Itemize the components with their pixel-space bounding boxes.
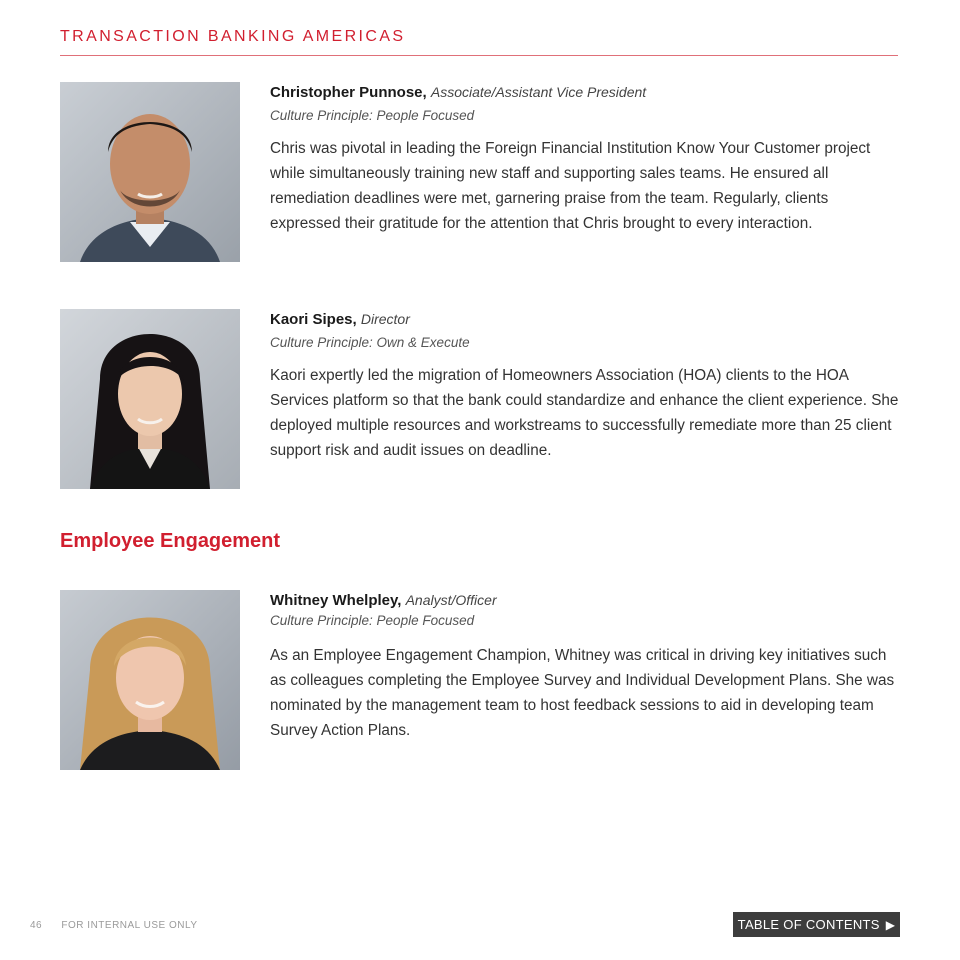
portrait-christopher xyxy=(60,82,240,262)
toc-label: TABLE OF CONTENTS xyxy=(737,917,880,932)
portrait-photo xyxy=(60,82,240,262)
person-title: Director xyxy=(360,311,410,327)
portrait-photo xyxy=(60,590,240,770)
table-of-contents-button[interactable] xyxy=(733,912,900,937)
culture-principle: Culture Principle: People Focused xyxy=(270,613,475,628)
culture-principle: Culture Principle: Own & Execute xyxy=(270,335,470,350)
internal-use-notice: FOR INTERNAL USE ONLY xyxy=(61,920,198,931)
culture-principle: Culture Principle: People Focused xyxy=(270,108,475,123)
section-title: TRANSACTION BANKING AMERICAS xyxy=(60,28,898,56)
portrait-whitney xyxy=(60,590,240,770)
subsection-title: Employee Engagement xyxy=(60,530,281,552)
person-title: Analyst/Officer xyxy=(405,592,497,608)
person-bio: Chris was pivotal in leading the Foreign Financial Institution Know Your Customer project while simultaneously training new staff and supporting sales teams. He ensured all remediation deadlines were met, garnering praise from the team. Regularly, clients expressed their gratitude for the attention that Chris brought to every interaction. xyxy=(270,140,871,232)
person-name: Christopher Punnose, xyxy=(270,84,427,101)
person-bio: As an Employee Engagement Champion, Whitney was critical in driving key initiatives such as colleagues completing the Employee Survey and Individual Development Plans. She was nominated by the management team to host feedback sessions to aid in developing team Survey Action Plans. xyxy=(270,647,895,739)
portrait-photo xyxy=(60,309,240,489)
person-name: Whitney Whelpley, xyxy=(270,592,402,609)
footer-notice xyxy=(30,920,197,931)
page-number: 46 xyxy=(30,920,43,931)
play-arrow-icon: ▶ xyxy=(885,918,896,932)
person-bio: Kaori expertly led the migration of Homeowners Association (HOA) clients to the HOA Services platform so that the bank could standardize and enhance the client experience. She deployed multiple resources and workstreams to successfully remediate more than 25 client support risk and audit issues on deadline. xyxy=(270,367,899,459)
person-name: Kaori Sipes, xyxy=(270,311,357,328)
person-title: Associate/Assistant Vice President xyxy=(430,84,647,100)
portrait-kaori xyxy=(60,309,240,489)
